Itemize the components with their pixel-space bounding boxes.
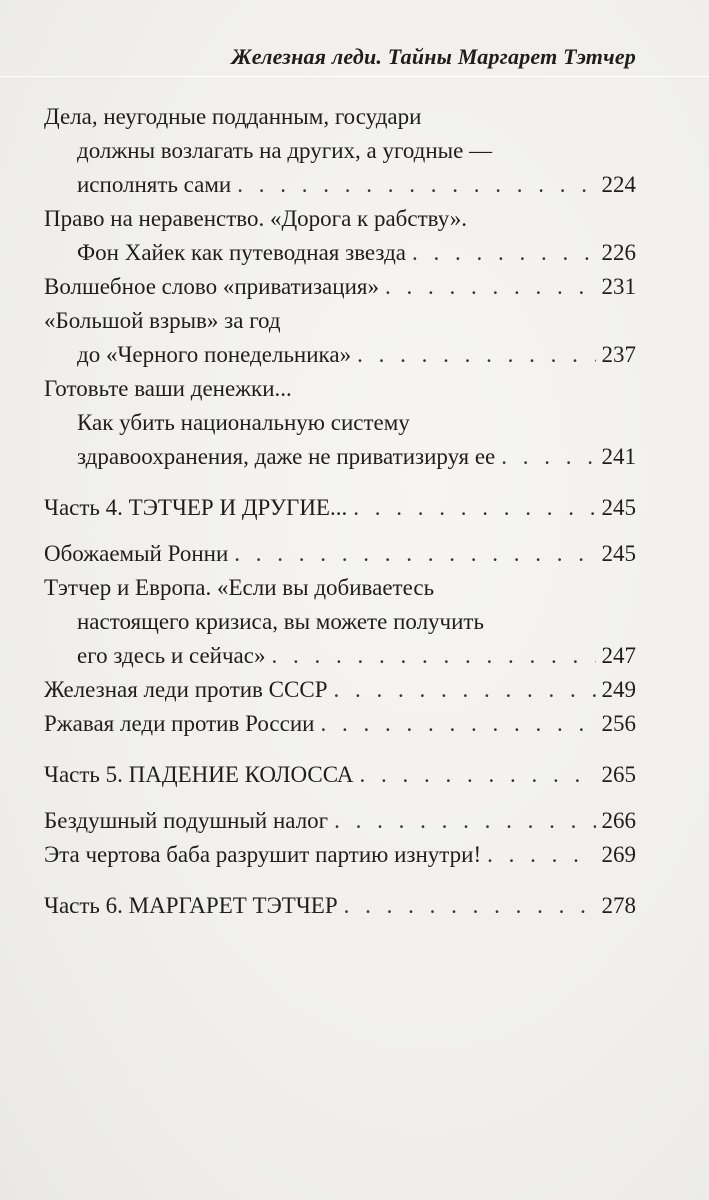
toc-entry-text: исполнять сами [77,172,232,197]
toc-entry-text: Железная леди против СССР [44,677,328,702]
toc-entry [44,571,636,673]
toc-page-number: 256 [601,711,636,736]
header-divider [0,76,709,77]
toc-entry-text: должны возлагать на других, а угодные — [77,138,493,163]
toc-leader-line [44,804,636,838]
toc-page-number: 245 [601,541,636,566]
toc-entry-text: Фон Хайек как путеводная звезда [77,240,406,265]
toc-entry [44,202,636,270]
dot-leader [353,491,595,525]
running-header: Железная леди. Тайны Маргарет Тэтчер [231,44,636,69]
toc-entry [44,804,636,838]
dot-leader [237,168,595,202]
toc-page-number: 241 [601,444,636,469]
toc-leader-line [44,707,636,741]
toc-entry [44,838,636,872]
toc-page-number: 224 [601,172,636,197]
dot-leader [412,236,596,270]
toc-leader-line [44,338,636,372]
dot-leader [357,338,595,372]
toc-entry-text: Тэтчер и Европа. «Если вы добиваетесь [44,575,435,600]
dot-leader [334,804,595,838]
toc-entry-text: настоящего кризиса, вы можете получить [77,609,484,634]
toc-leader-line [44,889,636,923]
toc-entry-text: Право на неравенство. «Дорога к рабству». [44,206,468,231]
dot-leader [385,270,596,304]
toc-entry-text: Эта чертова баба разрушит партию изнутри! [44,842,482,867]
section-spacer [44,525,636,537]
section-spacer [44,474,636,491]
dot-leader [360,758,596,792]
toc-part-title: Часть 5. ПАДЕНИЕ КОЛОССА [44,762,354,787]
dot-leader [487,838,595,872]
dot-leader [501,440,595,474]
toc-entry-text: Обожаемый Ронни [44,541,229,566]
toc-entry-text: Волшебное слово «приватизация» [44,274,379,299]
toc-entry [44,673,636,707]
toc-part-heading [44,889,636,923]
toc-entry [44,100,636,202]
section-spacer [44,872,636,889]
toc-leader-line [44,491,636,525]
toc-entry-text: Дела, неугодные подданным, государи [44,104,422,129]
toc-page-number: 247 [601,643,636,668]
toc-leader-line [44,440,636,474]
toc-part-title: Часть 6. МАРГАРЕТ ТЭТЧЕР [44,893,338,918]
dot-leader [333,673,595,707]
toc-leader-line [44,639,636,673]
toc-page-number: 231 [601,274,636,299]
toc-entry-text: Готовьте ваши денежки... [44,376,292,401]
toc-entry-text: Бездушный подушный налог [44,808,329,833]
toc-page-number: 269 [601,842,636,867]
dot-leader [320,707,595,741]
toc-part-heading [44,491,636,525]
toc-page-number: 266 [601,808,636,833]
toc-page-number: 278 [601,893,636,918]
toc-entry-text: здравоохранения, даже не приватизируя ее [77,444,496,469]
toc-leader-line [44,537,636,571]
toc-entry-text: Ржавая леди против России [44,711,315,736]
toc-page-number: 249 [601,677,636,702]
toc-leader-line [44,168,636,202]
toc-entry-text: до «Черного понедельника» [77,342,352,367]
toc-leader-line [44,758,636,792]
table-of-contents [44,100,636,923]
toc-entry-text: «Большой взрыв» за год [44,308,281,333]
toc-entry [44,304,636,372]
toc-entry [44,707,636,741]
dot-leader [271,639,595,673]
toc-entry-text: Как убить национальную систему [77,410,410,435]
toc-leader-line [44,270,636,304]
toc-entry-text: его здесь и сейчас» [77,643,266,668]
section-spacer [44,792,636,804]
dot-leader [344,889,596,923]
toc-entry [44,537,636,571]
toc-leader-line [44,673,636,707]
toc-page-number: 226 [601,240,636,265]
toc-leader-line [44,236,636,270]
toc-page-number: 237 [601,342,636,367]
toc-page-number: 245 [601,495,636,520]
toc-entry [44,372,636,474]
dot-leader [234,537,595,571]
toc-leader-line [44,838,636,872]
toc-part-heading [44,758,636,792]
toc-entry [44,270,636,304]
toc-part-title: Часть 4. ТЭТЧЕР И ДРУГИЕ... [44,495,348,520]
toc-page-number: 265 [601,762,636,787]
section-spacer [44,741,636,758]
